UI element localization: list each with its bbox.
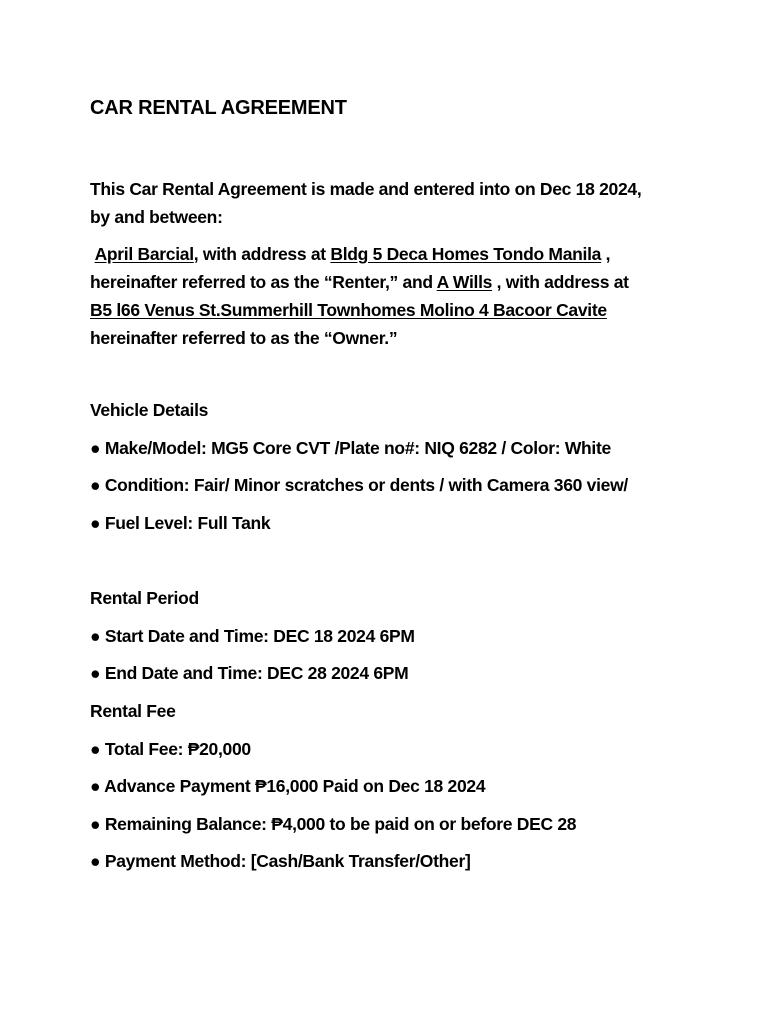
renter-address: Bldg 5 Deca Homes Tondo Manila — [330, 244, 602, 264]
comma-text: , — [605, 244, 611, 264]
rental-end-item: ● End Date and Time: DEC 28 2024 6PM — [90, 663, 409, 683]
payment-method-item: ● Payment Method: [Cash/Bank Transfer/Other] — [90, 851, 471, 871]
document-title: CAR RENTAL AGREEMENT — [90, 97, 347, 119]
with-address-at-text: , with address at — [193, 244, 326, 264]
vehicle-make-model-item: ● Make/Model: MG5 Core CVT /Plate no#: NIQ 6282 / Color: White — [90, 437, 611, 458]
total-fee-item: ● Total Fee: ₱20,000 — [90, 738, 251, 759]
rental-period-section — [90, 586, 415, 699]
renter-reference-text: hereinafter referred to as the “Renter,” and — [90, 272, 433, 292]
owner-name: A Wills — [436, 272, 493, 292]
renter-name: April Barcial — [94, 244, 194, 264]
remaining-balance-item: ● Remaining Balance: ₱4,000 to be paid on or before DEC 28 — [90, 813, 577, 834]
parties-paragraph — [90, 240, 690, 352]
parties-line-4 — [90, 324, 690, 352]
owner-address: B5 l66 Venus St.Summerhill Townhomes Molino 4 Bacoor Cavite — [90, 300, 607, 320]
rental-fee-heading: Rental Fee — [90, 701, 176, 721]
parties-line-2 — [90, 268, 690, 296]
parties-line-3 — [90, 296, 690, 324]
vehicle-condition-item: ● Condition: Fair/ Minor scratches or dents / with Camera 360 view/ — [90, 475, 628, 495]
intro-line-1: This Car Rental Agreement is made and entered into on Dec 18 2024, — [90, 179, 642, 199]
owner-reference-text: hereinafter referred to as the “Owner.” — [90, 328, 398, 348]
with-address-at-text: , with address at — [496, 272, 629, 292]
parties-line-1 — [90, 240, 690, 268]
vehicle-details-section — [90, 398, 628, 548]
rental-period-heading: Rental Period — [90, 588, 199, 608]
vehicle-fuel-level-item: ● Fuel Level: Full Tank — [90, 512, 271, 533]
rental-fee-section — [90, 699, 576, 887]
vehicle-details-heading: Vehicle Details — [90, 400, 209, 420]
intro-line-2: by and between: — [90, 207, 223, 227]
advance-payment-item: ● Advance Payment ₱16,000 Paid on Dec 18 2024 — [90, 776, 486, 796]
intro-paragraph — [90, 175, 690, 231]
rental-start-item: ● Start Date and Time: DEC 18 2024 6PM — [90, 625, 415, 646]
